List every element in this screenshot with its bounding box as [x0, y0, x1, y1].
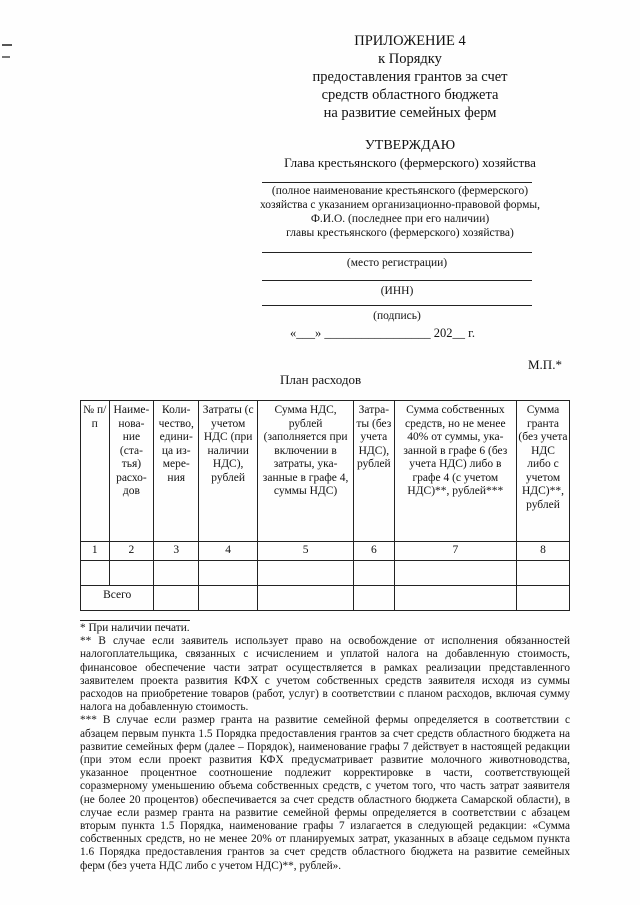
column-header: № п/п [81, 401, 110, 542]
table-cell [109, 561, 154, 586]
table-header-row [81, 401, 570, 542]
plan-title: План расходов [280, 372, 362, 387]
column-number: 7 [394, 542, 516, 561]
date-line: «___» _________________ 202__ г. [290, 326, 475, 340]
table-cell [81, 561, 110, 586]
table-cell [516, 561, 569, 586]
total-label: Всего [81, 586, 154, 611]
inn-line [262, 280, 532, 281]
name-line [262, 182, 532, 183]
footnote-separator [80, 620, 190, 621]
table-cell [154, 561, 199, 586]
column-header: Сумма НДС, рублей (заполняется при включении в затраты, ука-занные в графе 4, суммы НДС) [258, 401, 354, 542]
scan-mark [2, 44, 12, 46]
appendix-header [300, 32, 520, 122]
registration-line [262, 252, 532, 253]
column-number: 5 [258, 542, 354, 561]
footnote-2: ** В случае если заявитель использует право на освобождение от исполнения обязанностей налогоплательщика, связанных с исчислением и уплатой налога на добавленную стоимость, финансовое обеспечение части затрат осуществляется в рамках реализации представленного заявителем проекта развития КФХ с учетом собственных средств заявителя исходя из суммы расходов на приобретение товаров (работ, услуг) в соответствии с планом расходов, включая сумму налога на добавленную стоимость. [80, 635, 570, 714]
table-cell [199, 561, 258, 586]
table-cell [199, 586, 258, 611]
name-hint [245, 184, 555, 240]
table-cell [154, 586, 199, 611]
scan-mark [2, 56, 10, 58]
column-number: 1 [81, 542, 110, 561]
column-number: 3 [154, 542, 199, 561]
signature-line [262, 305, 532, 306]
footnotes [80, 622, 570, 873]
table-row [81, 561, 570, 586]
footnote-3: *** В случае если размер гранта на развитие семейной фермы определяется в соответствии с абзацем первым пункта 1.5 Порядка предоставления грантов за счет средств областного бюджета на развитие семейных ферм (далее – Порядок), наименование графы 7 действует в настоящей редакции (при этом если проект развития КФХ предусматривает развитие молочного животноводства, указанное процентное соотношение подлежит корректировке в части, соответствующей соразмерному уменьшению объема собственных средств, с учетом того, что часть затрат заявителя (не более 20 процентов) обеспечивается за счет средств областного бюджета Самарской области), в случае если размер гранта на развитие семейной фермы определяется в соответствии с абзацем вторым пункта 1.5 Порядка, наименование графы 7 излагается в следующей редакции: «Сумма собственных средств, но не менее 20% от планируемых затрат, указанных в абзаце седьмом пункта 1.6 Порядка предоставления грантов за счет средств областного бюджета на развитие семейных ферм (без учета НДС либо с учетом НДС)**, рублей». [80, 714, 570, 872]
column-header: Сумма собственных средств, но не менее 40% от суммы, ука-занной в графе 6 (без учета НДС) либо в графе 4 (с учетом НДС)**, рублей*** [394, 401, 516, 542]
table-cell [258, 561, 354, 586]
column-number: 4 [199, 542, 258, 561]
expense-plan-table [80, 400, 570, 611]
column-header: Затра-ты (без учета НДС), рублей [353, 401, 394, 542]
footnote-1: * При наличии печати. [80, 622, 190, 634]
column-number: 2 [109, 542, 154, 561]
registration-hint: (место регистрации) [346, 257, 448, 269]
name-hint-line: Ф.И.О. (последнее при его наличии) [310, 213, 490, 225]
appendix-line: на развитие семейных ферм [323, 105, 497, 121]
column-number-row [81, 542, 570, 561]
appendix-line: средств областного бюджета [321, 87, 499, 103]
table-cell [258, 586, 354, 611]
appendix-line: к Порядку [378, 51, 442, 67]
name-hint-line: хозяйства с указанием организационно-правовой формы, [259, 199, 540, 211]
column-number: 6 [353, 542, 394, 561]
signature-hint: (подпись) [373, 310, 421, 322]
column-header: Коли-чество, едини-ца из-мере-ния [154, 401, 199, 542]
approval-position: Глава крестьянского (фермерского) хозяйства [284, 155, 536, 170]
table-cell [353, 586, 394, 611]
column-number: 8 [516, 542, 569, 561]
column-header: Затраты (с учетом НДС (при наличии НДС), рублей [199, 401, 258, 542]
name-hint-line: (полное наименование крестьянского (фермерского) [271, 185, 529, 197]
appendix-line: предоставления грантов за счет [312, 69, 508, 85]
table-cell [516, 586, 569, 611]
column-header: Наиме-нова-ние (ста-тья) расхо-дов [109, 401, 154, 542]
table-cell [394, 561, 516, 586]
approval-heading: УТВЕРЖДАЮ [364, 138, 456, 153]
appendix-title: ПРИЛОЖЕНИЕ 4 [354, 33, 466, 49]
table-cell [353, 561, 394, 586]
table-cell [394, 586, 516, 611]
name-hint-line: главы крестьянского (фермерского) хозяйства) [286, 227, 514, 239]
approval-block [260, 137, 560, 171]
inn-hint: (ИНН) [380, 285, 414, 297]
column-header: Сумма гранта (без учета НДС либо с учетом НДС)**, рублей [516, 401, 569, 542]
stamp-placeholder: М.П.* [528, 357, 562, 372]
total-row [81, 586, 570, 611]
